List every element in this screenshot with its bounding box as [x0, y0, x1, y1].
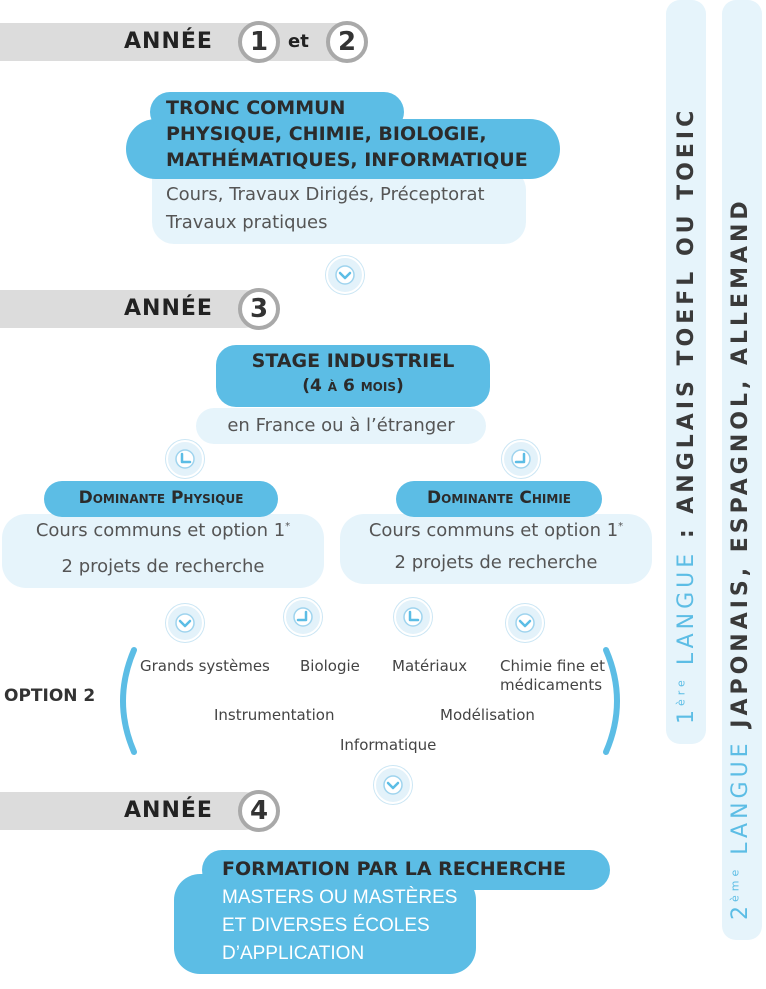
flow-arrow-right: [502, 440, 540, 478]
option-medicaments: médicaments: [500, 676, 603, 694]
chevron-down-icon: [514, 612, 536, 634]
dom-physique-line2: 2 projets de recherche: [61, 556, 265, 577]
flow-arrow-opt-2: [284, 598, 322, 636]
dom-physique-tab: [44, 481, 278, 517]
lang1-rest: : ANGLAIS TOEFL OU TOEIC: [674, 106, 699, 550]
stage-location-box: [196, 408, 486, 444]
lang2-num: 2: [728, 902, 753, 920]
option-chimie-fine: Chimie fine et: [500, 657, 605, 675]
formation-details: [222, 884, 457, 968]
year-3-label: ANNÉE: [124, 296, 213, 321]
arrow-down-left-icon: [402, 606, 424, 628]
lang1-sup: ère: [674, 676, 688, 706]
dom-physique-star: *: [285, 521, 291, 532]
chevron-down-icon: [382, 774, 404, 796]
tronc-commun-details: [166, 181, 485, 237]
dom-chimie-title: Dominante Chimie: [427, 488, 571, 508]
tronc-sub-1: Cours, Travaux Dirigés, Préceptorat: [166, 184, 485, 205]
stage-box: [216, 345, 490, 407]
tronc-sub-2: Travaux pratiques: [166, 212, 328, 233]
stage-title: STAGE INDUSTRIEL: [251, 350, 455, 372]
dom-physique-line1: Cours communs et option 1: [35, 520, 286, 541]
option-informatique: Informatique: [340, 736, 437, 754]
option-grands-systemes: Grands systèmes: [140, 657, 270, 675]
year-3-badge: 3: [238, 288, 280, 330]
dom-chimie-line1: Cours communs et option 1: [368, 520, 619, 541]
arrow-down-right-icon: [292, 606, 314, 628]
tronc-commun-title: [166, 95, 528, 173]
dom-chimie-line2: 2 projets de recherche: [394, 552, 598, 573]
option-instrumentation: Instrumentation: [214, 706, 335, 724]
lang2-sup: ème: [728, 865, 742, 902]
stage-duration: (4 à 6 mois): [302, 376, 404, 396]
formation-title: FORMATION PAR LA RECHERCHE: [222, 858, 567, 880]
tronc-line-2: PHYSIQUE, CHIMIE, BIOLOGIE,: [166, 123, 487, 145]
formation-line-1: MASTERS OU MASTÈRES: [222, 887, 458, 908]
chevron-down-icon: [334, 264, 356, 286]
lang2-text: [728, 197, 753, 920]
year-1-2-label: ANNÉE: [124, 29, 213, 54]
option2-right-paren: [602, 646, 632, 756]
dom-chimie-star: *: [618, 521, 624, 532]
option-biologie: Biologie: [300, 657, 360, 675]
lang1-word: LANGUE: [674, 549, 699, 666]
formation-line-2: ET DIVERSES ÉCOLES: [222, 915, 430, 936]
lang2-rest: JAPONAIS, ESPAGNOL, ALLEMAND: [728, 197, 753, 740]
flow-chevron-1: [326, 256, 364, 294]
flow-chevron-opt-4: [506, 604, 544, 642]
option2-label: OPTION 2: [4, 686, 96, 706]
year-4-badge: 4: [238, 790, 280, 832]
stage-location: en France ou à l’étranger: [227, 415, 455, 436]
year-2-badge: 2: [326, 21, 368, 63]
formation-line-3: D’APPLICATION: [222, 943, 365, 964]
year-conjunction: et: [288, 31, 309, 52]
lang1-num: 1: [674, 706, 699, 724]
flow-chevron-2: [374, 766, 412, 804]
option-modelisation: Modélisation: [440, 706, 535, 724]
chevron-down-icon: [174, 612, 196, 634]
lang2-word: LANGUE: [728, 739, 753, 855]
lang1-text: [674, 107, 699, 724]
dom-physique-line1-wrap: [2, 520, 324, 541]
flow-arrow-opt-3: [394, 598, 432, 636]
flow-chevron-opt-1: [166, 604, 204, 642]
year-1-badge: 1: [238, 21, 280, 63]
dom-chimie-line1-wrap: [340, 520, 652, 541]
option2-left-paren: [108, 646, 138, 756]
dom-physique-title: Dominante Physique: [78, 488, 244, 508]
arrow-down-right-icon: [510, 448, 532, 470]
tronc-line-3: MATHÉMATIQUES, INFORMATIQUE: [166, 149, 528, 171]
year-4-label: ANNÉE: [124, 798, 213, 823]
dom-chimie-tab: [396, 481, 602, 517]
flow-arrow-left: [166, 440, 204, 478]
option-materiaux: Matériaux: [392, 657, 468, 675]
arrow-down-left-icon: [174, 448, 196, 470]
tronc-line-1: TRONC COMMUN: [166, 97, 346, 119]
